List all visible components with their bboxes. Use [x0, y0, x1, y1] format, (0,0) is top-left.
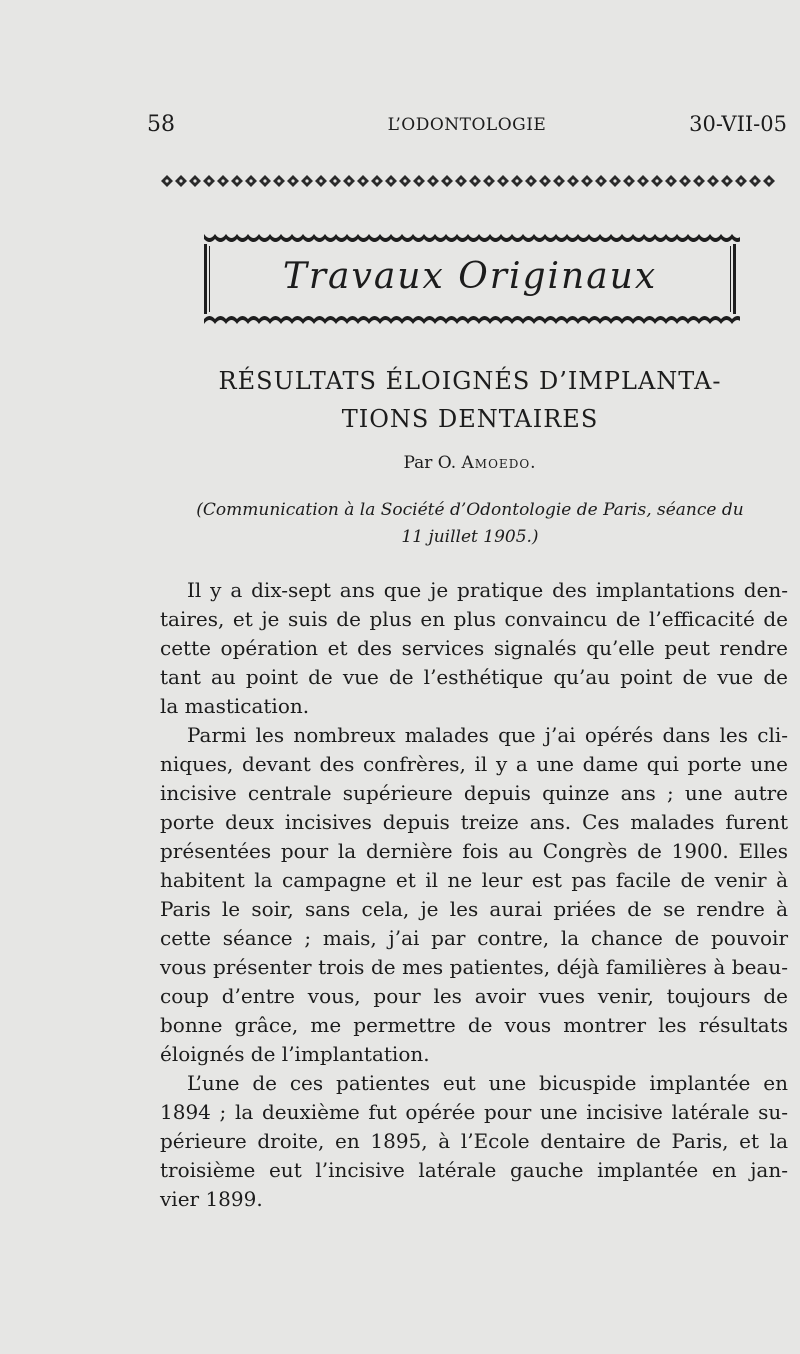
body-line: niques, devant des confrères, il y a une dame qui porte une: [160, 752, 788, 776]
ornament-band: [160, 173, 776, 189]
body-line: porte deux incisives depuis treize ans. Ces malades furent: [160, 810, 788, 834]
communication-note-line-2: 11 juillet 1905.): [401, 527, 539, 547]
body-line: 1894 ; la deuxième fut opérée pour une incisive latérale su-: [160, 1100, 788, 1124]
body-line: cette opération et des services signalés qu’elle peut rendre: [160, 636, 788, 660]
body-line: Paris le soir, sans cela, je les aurai priées de se rendre à: [160, 897, 788, 921]
body-line: troisième eut l’incisive latérale gauche implantée en jan-: [160, 1158, 788, 1182]
body-line: cette séance ; mais, j’ai par contre, la chance de pouvoir: [160, 926, 788, 950]
body-line: la mastication.: [160, 694, 310, 718]
body-line: taires, et je suis de plus en plus convaincu de l’efficacité de: [160, 607, 788, 631]
body-line: habitent la campagne et il ne leur est pas facile de venir à: [160, 868, 788, 892]
body-line: présentées pour la dernière fois au Congrès de 1900. Elles: [160, 839, 788, 863]
running-head: [147, 112, 787, 142]
body-line: Parmi les nombreux malades que j’ai opérés dans les cli-: [187, 723, 788, 747]
byline-prefix: Par O.: [403, 453, 457, 473]
body-line: incisive centrale supérieure depuis quinze ans ; une autre: [160, 781, 788, 805]
body-line: bonne grâce, me permettre de vous montrer les résultats: [160, 1013, 788, 1037]
body-line: tant au point de vue de l’esthétique qu’au point de vue de: [160, 665, 788, 689]
body-line: L’une de ces patientes eut une bicuspide implantée en: [187, 1071, 788, 1095]
issue-date: 30-VII-05: [689, 112, 787, 136]
section-heading: Travaux Originaux: [282, 256, 658, 297]
body-line: vier 1899.: [160, 1187, 263, 1211]
byline: [160, 453, 780, 473]
section-heading-frame: [200, 230, 740, 328]
body-line: périeure droite, en 1895, à l’Ecole dentaire de Paris, et la: [160, 1129, 788, 1153]
journal-title: L’ODONTOLOGIE: [387, 115, 547, 135]
article-title-line-2: TIONS DENTAIRES: [341, 405, 599, 433]
body-line: vous présenter trois de mes patientes, déjà familières à beau-: [160, 955, 788, 979]
author-name: Amoedo.: [461, 453, 537, 473]
body-line: Il y a dix-sept ans que je pratique des implantations den-: [187, 578, 788, 602]
body-line: éloignés de l’implantation.: [160, 1042, 430, 1066]
page-number: 58: [147, 112, 175, 137]
communication-note-line-1: (Communication à la Société d’Odontologie de Paris, séance du: [196, 500, 744, 520]
body-line: coup d’entre vous, pour les avoir vues venir, toujours de: [160, 984, 788, 1008]
article-title-line-1: RÉSULTATS ÉLOIGNÉS D’IMPLANTA-: [218, 367, 722, 395]
